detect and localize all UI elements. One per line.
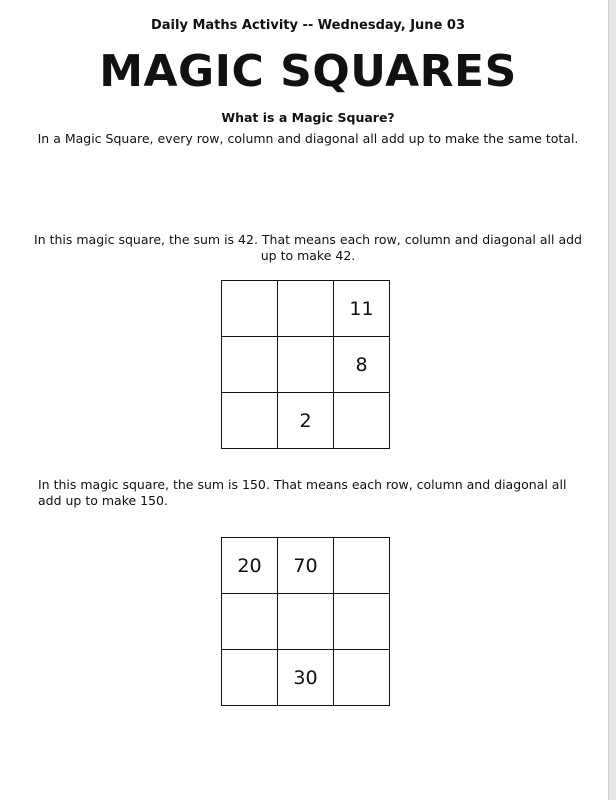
grid-cell[interactable] [278,337,334,393]
grid-cell[interactable]: 11 [334,281,390,337]
grid-cell[interactable]: 70 [278,538,334,594]
grid-cell[interactable] [334,393,390,449]
grid-row [222,393,390,449]
page-title: MAGIC SQUARES [99,46,517,97]
grid-cell[interactable] [222,650,278,706]
grid-row [222,594,390,650]
grid-cell[interactable] [222,594,278,650]
intro-definition: In a Magic Square, every row, column and diagonal all add up to make the same total. [37,131,579,146]
puzzle1-instructions: In this magic square, the sum is 42. That means each row, column and diagonal all add up to make 42. [34,232,582,263]
grid-cell[interactable]: 20 [222,538,278,594]
grid-cell[interactable] [222,393,278,449]
puzzle2-instructions: In this magic square, the sum is 150. That means each row, column and diagonal all add up to make 150. [38,477,567,508]
grid-cell[interactable] [334,594,390,650]
magic-square-grid-1 [221,280,390,449]
grid-cell[interactable] [222,337,278,393]
activity-subtitle: Daily Maths Activity -- Wednesday, June 03 [150,18,465,33]
grid-cell[interactable] [222,281,278,337]
grid-row [222,281,390,337]
magic-square-grid-2 [221,537,390,706]
grid-cell[interactable] [278,281,334,337]
grid-cell[interactable]: 8 [334,337,390,393]
grid-cell[interactable] [278,594,334,650]
grid-cell[interactable]: 2 [278,393,334,449]
grid-row [222,538,390,594]
grid-row [222,337,390,393]
grid-cell[interactable]: 30 [278,650,334,706]
grid-cell[interactable] [334,538,390,594]
grid-cell[interactable] [334,650,390,706]
intro-question: What is a Magic Square? [221,110,395,125]
grid-row [222,650,390,706]
